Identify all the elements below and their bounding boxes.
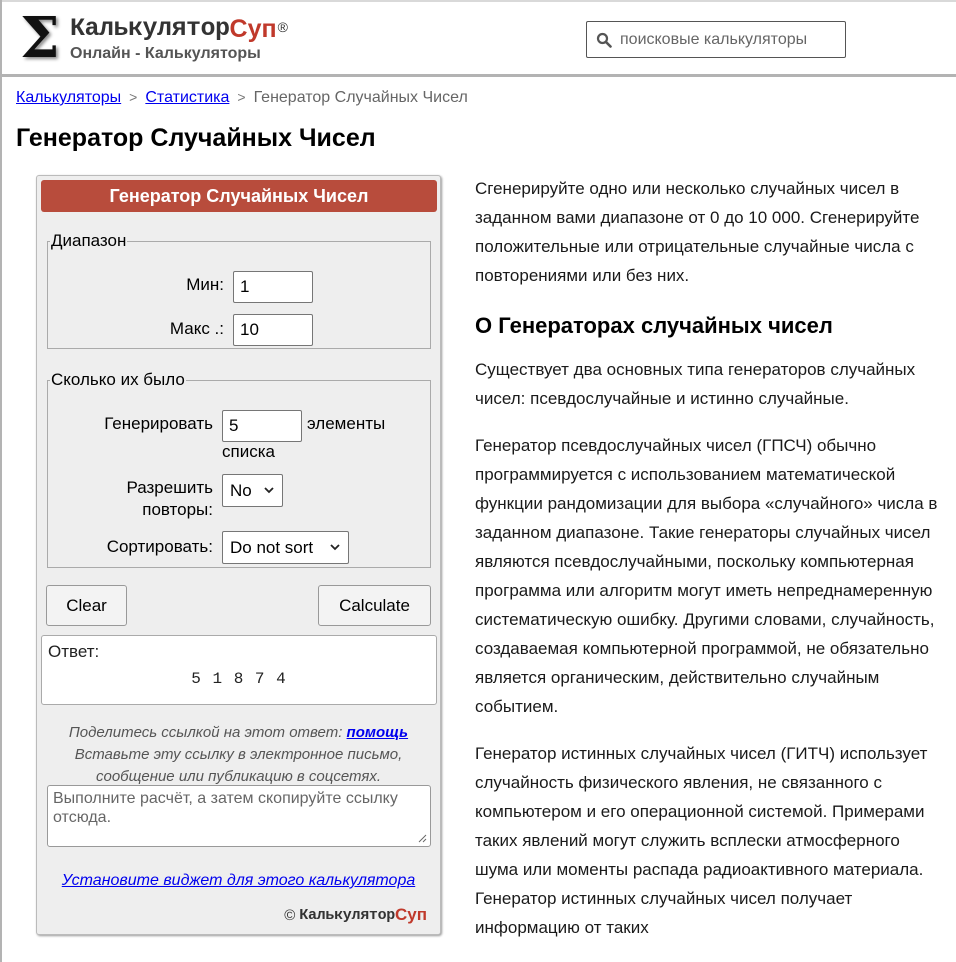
intro-paragraph bbox=[475, 174, 945, 290]
range-legend: Диапазон bbox=[51, 231, 127, 250]
calculator-panel bbox=[36, 175, 441, 935]
logo-title-main: Калькулятор bbox=[70, 14, 230, 43]
search-icon bbox=[596, 32, 612, 48]
chevron-down-icon bbox=[263, 484, 275, 496]
share-link-textarea[interactable] bbox=[47, 785, 431, 847]
repeats-label-line2: повторы: bbox=[142, 500, 213, 519]
logo-title-accent: Суп bbox=[229, 15, 277, 43]
paragraph: Генератор истинных случайных чисел (ГИТЧ) использует случайность физического явления, не связанного с компьютером и его операционной системой. Примерами таких явлений могут служить всплески атмосферного шума или моменты распада радиоактивного материала. Генератор истинных случайных чисел получает информацию от таких bbox=[475, 744, 928, 937]
sort-label: Сортировать: bbox=[106, 537, 213, 556]
share-text: Поделитесь ссылкой на этот ответ: bbox=[68, 724, 343, 741]
article-content bbox=[475, 174, 945, 960]
sigma-icon: Σ bbox=[20, 5, 60, 71]
intro-sentence-2: Сгенерируйте положительные или отрицательные случайные числа с повторениями или без них. bbox=[475, 208, 920, 285]
sort-value: Do not sort bbox=[230, 537, 314, 557]
paragraph: Существует два основных типа генераторов случайных чисел: псевдослучайные и истинно случайные. bbox=[475, 360, 916, 408]
breadcrumb-separator: > bbox=[237, 89, 246, 105]
widget-link-container bbox=[37, 872, 440, 890]
breadcrumb-calculators[interactable]: Калькуляторы bbox=[16, 89, 122, 106]
max-input[interactable] bbox=[233, 314, 313, 346]
breadcrumb-current: Генератор Случайных Чисел bbox=[253, 89, 468, 106]
generate-count-input[interactable] bbox=[222, 410, 302, 442]
count-fieldset bbox=[47, 370, 431, 568]
range-fieldset bbox=[47, 231, 431, 349]
max-label: Макс .: bbox=[169, 319, 224, 338]
install-widget-link[interactable]: Установите виджет для этого калькулятора bbox=[61, 872, 416, 889]
count-legend: Сколько их было bbox=[51, 370, 185, 389]
calculator-title: Генератор Случайных Чисел bbox=[41, 180, 437, 212]
calculate-button[interactable]: Calculate bbox=[318, 585, 431, 626]
copyright-name: Калькулятор bbox=[299, 906, 395, 924]
sort-select[interactable] bbox=[222, 531, 349, 564]
answer-value: 5 1 8 7 4 bbox=[191, 670, 287, 688]
allow-repeats-value: No bbox=[230, 480, 252, 500]
paragraph: Генератор псевдослучайных чисел (ГПСЧ) обычно программируется с использованием математической функции рандомизации для выбора «случайного» числа в заданном диапазоне. Такие генераторы случайных чисел являются псевдослучайными, поскольку компьютерная программа или алгоритм могут иметь непреднамеренную систематическую ошибку. Другими словами, случайность, создаваемая компьютерной программой, не обязательно является органическим, действительно случайным событием. bbox=[475, 436, 938, 716]
help-link[interactable]: помощь bbox=[346, 724, 409, 741]
breadcrumb bbox=[16, 89, 468, 107]
chevron-down-icon bbox=[329, 541, 341, 553]
answer-box bbox=[41, 635, 437, 705]
generate-suffix-2: списка bbox=[222, 442, 275, 461]
copyright-accent: Суп bbox=[395, 905, 427, 924]
search-input[interactable] bbox=[618, 30, 838, 50]
copyright bbox=[284, 905, 427, 925]
breadcrumb-statistics[interactable]: Статистика bbox=[145, 89, 230, 106]
intro-sentence-1: Сгенерируйте одно или несколько случайных чисел в заданном вами диапазоне от 0 до 10 000. bbox=[475, 179, 900, 227]
site-header bbox=[2, 0, 956, 77]
share-info bbox=[37, 722, 440, 788]
copyright-symbol: © bbox=[284, 906, 296, 924]
clear-button[interactable]: Clear bbox=[46, 585, 127, 626]
min-input[interactable] bbox=[233, 271, 313, 303]
allow-repeats-select[interactable] bbox=[222, 474, 283, 507]
share-link-placeholder: Выполните расчёт, а затем скопируйте ссылку отсюда. bbox=[53, 790, 398, 826]
repeats-label-line1: Разрешить bbox=[126, 478, 213, 497]
generate-suffix: элементы bbox=[307, 414, 386, 433]
share-text-line2: Вставьте эту ссылку в электронное письмо, bbox=[74, 746, 403, 763]
section-title: О Генераторах случайных чисел bbox=[475, 313, 833, 338]
logo-subtitle: Онлайн - Калькуляторы bbox=[70, 45, 261, 62]
search-box[interactable] bbox=[586, 21, 846, 58]
resize-handle-icon[interactable] bbox=[417, 833, 427, 843]
site-logo[interactable] bbox=[20, 5, 288, 71]
breadcrumb-separator: > bbox=[129, 89, 138, 105]
logo-title bbox=[70, 14, 287, 44]
min-label: Мин: bbox=[186, 275, 224, 294]
answer-label: Ответ: bbox=[48, 642, 100, 661]
generate-label: Генерировать bbox=[104, 414, 213, 433]
share-text-line3: сообщение или публикацию в соцсетях. bbox=[95, 768, 382, 785]
page-title: Генератор Случайных Чисел bbox=[16, 124, 376, 152]
logo-text bbox=[70, 14, 287, 64]
registered-mark: ® bbox=[277, 19, 288, 35]
